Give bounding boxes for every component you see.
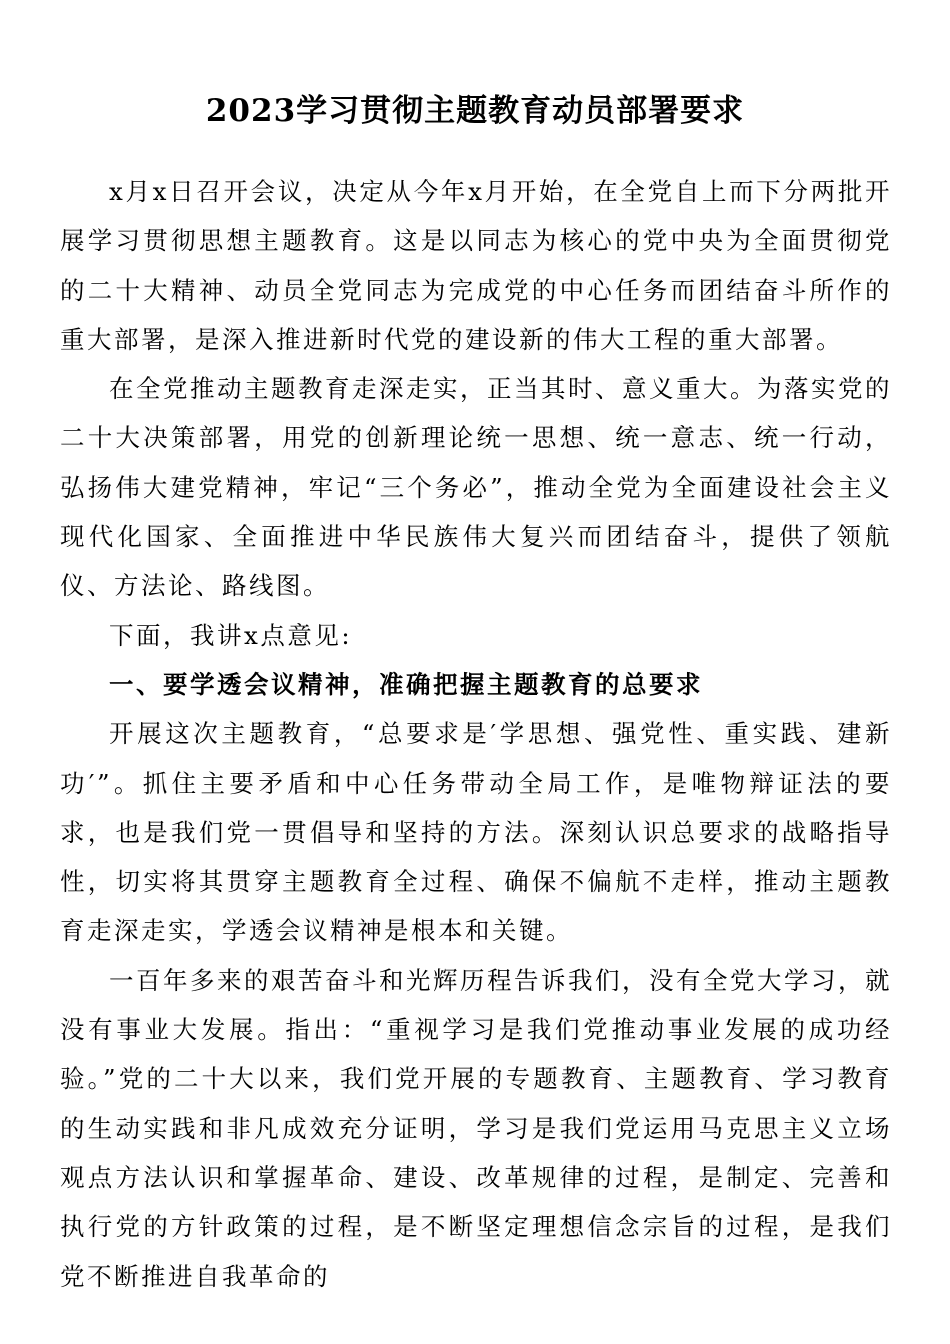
paragraph-significance: 在全党推动主题教育走深走实，正当其时、意义重大。为落实党的二十大决策部署，用党的创新理论统一思想、统一意志、统一行动，弘扬伟大建党精神，牢记“三个务必”，推动全党为全面建设社会主义现代化国家、全面推进中华民族伟大复兴而团结奋斗，提供了领航仪、方法论、路线图。 <box>60 374 892 601</box>
paragraph-learning-history: 一百年多来的艰苦奋斗和光辉历程告诉我们，没有全党大学习，就没有事业大发展。指出：“重视学习是我们党推动事业发展的成功经验。”党的二十大以来，我们党开展的专题教育、主题教育、学习教育的生动实践和非凡成效充分证明，学习是我们党运用马克思主义立场观点方法认识和掌握革命、建设、改革规律的过程，是制定、完善和执行党的方针政策的过程，是不断坚定理想信念宗旨的过程，是我们党不断推进自我革命的 <box>60 965 892 1291</box>
document-body <box>60 167 892 1301</box>
section-heading-1: 一、要学透会议精神，准确把握主题教育的总要求 <box>109 669 703 699</box>
paragraph-general-requirement: 开展这次主题教育，“总要求是′学思想、强党性、重实践、建新功′”。抓住主要矛盾和中心任务带动全局工作，是唯物辩证法的要求，也是我们党一贯倡导和坚持的方法。深刻认识总要求的战略指导性，切实将其贯穿主题教育全过程、确保不偏航不走样，推动主题教育走深走实，学透会议精神是根本和关键。 <box>60 719 892 946</box>
paragraph-meeting-decision: x月x日召开会议，决定从今年x月开始，在全党自上而下分两批开展学习贯彻思想主题教育。这是以同志为核心的党中央为全面贯彻党的二十大精神、动员全党同志为完成党的中心任务而团结奋斗所作的重大部署，是深入推进新时代党的建设新的伟大工程的重大部署。 <box>60 177 892 354</box>
paragraph-intro: 下面，我讲x点意见: <box>109 620 353 650</box>
document-title: 2023学习贯彻主题教育动员部署要求 <box>205 93 745 129</box>
